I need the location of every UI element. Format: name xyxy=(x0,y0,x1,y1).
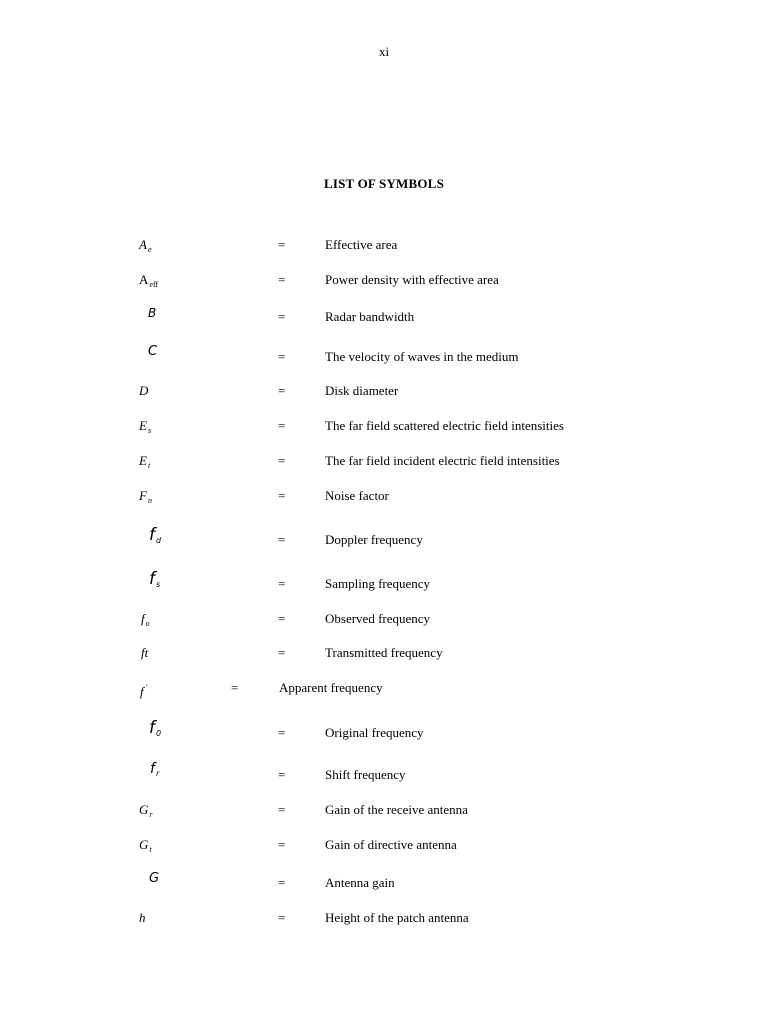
symbol: $F_n$ xyxy=(139,488,152,505)
symbol-description: Antenna gain xyxy=(325,875,395,890)
symbol: $A_e$ xyxy=(139,237,152,254)
symbol-description: Shift frequency xyxy=(325,767,406,782)
symbol-description: Observed frequency xyxy=(325,611,431,626)
symbol-row xyxy=(0,837,768,857)
symbol-row xyxy=(0,569,768,596)
equals-sign: = xyxy=(278,725,286,740)
symbol-description: The velocity of waves in the medium xyxy=(325,349,519,364)
symbol-row xyxy=(0,910,768,930)
equals-sign: = xyxy=(278,875,286,890)
symbol-row xyxy=(0,680,768,700)
symbol-description: Height of the patch antenna xyxy=(325,910,469,925)
symbol-description: The far field incident electric field intensities xyxy=(325,453,560,468)
equals-sign: = xyxy=(278,611,286,626)
symbol: $f_o$ xyxy=(141,611,150,628)
symbol-row xyxy=(0,383,768,403)
page-title: LIST OF SYMBOLS xyxy=(323,176,445,191)
equals-sign: = xyxy=(278,767,286,782)
symbol-row xyxy=(0,488,768,508)
equals-sign: = xyxy=(278,837,286,852)
equals-sign: = xyxy=(278,349,286,364)
symbol-row xyxy=(0,344,768,369)
symbol-row xyxy=(0,761,768,787)
symbol-description: Radar bandwidth xyxy=(325,309,415,324)
equals-sign: = xyxy=(278,453,286,468)
symbol-description: Disk diameter xyxy=(325,383,399,398)
symbol-row xyxy=(0,453,768,473)
symbol: ft xyxy=(141,645,149,660)
equals-sign: = xyxy=(278,309,286,324)
equals-sign: = xyxy=(278,645,286,660)
symbol: f ' xyxy=(140,683,148,699)
equals-sign: = xyxy=(278,488,286,503)
symbol-description: The far field scattered electric field intensities xyxy=(325,418,564,433)
symbol-description: Original frequency xyxy=(325,725,424,740)
symbol-row xyxy=(0,272,768,292)
symbol: $A_{eff}$ xyxy=(139,272,159,289)
symbol-row xyxy=(0,645,768,665)
symbol: $f_s$ xyxy=(149,569,161,589)
symbol-description: Apparent frequency xyxy=(279,680,383,695)
symbol-description: Gain of the receive antenna xyxy=(325,802,468,817)
equals-sign: = xyxy=(278,272,286,287)
symbol: G xyxy=(149,871,160,886)
symbol-description: Noise factor xyxy=(325,488,389,503)
symbol: C xyxy=(148,344,158,359)
symbol-row xyxy=(0,237,768,257)
symbol: $G_r$ xyxy=(139,802,153,819)
symbol-description: Effective area xyxy=(325,237,398,252)
symbol-description: Power density with effective area xyxy=(325,272,499,287)
equals-sign: = xyxy=(278,532,286,547)
equals-sign: = xyxy=(278,237,286,252)
symbol-description: Sampling frequency xyxy=(325,576,431,591)
symbol: h xyxy=(139,910,146,925)
symbol: $f_0$ xyxy=(149,718,162,738)
symbol-description: Gain of directive antenna xyxy=(325,837,457,852)
symbol: $f_r$ xyxy=(150,761,160,778)
symbol: $E_s$ xyxy=(139,418,152,435)
symbol-row xyxy=(0,718,768,745)
symbol: D xyxy=(139,383,149,398)
symbol: B xyxy=(148,306,157,320)
symbol-row xyxy=(0,306,768,329)
symbol-row xyxy=(0,611,768,631)
symbol-row xyxy=(0,525,768,552)
symbol: $G_t$ xyxy=(139,837,152,854)
symbol-row xyxy=(0,802,768,822)
symbol: $E_t$ xyxy=(139,453,151,470)
equals-sign: = xyxy=(278,576,286,591)
equals-sign: = xyxy=(278,383,286,398)
symbol: $f_d$ xyxy=(149,525,162,545)
symbol-description: Transmitted frequency xyxy=(325,645,443,660)
symbol-description: Doppler frequency xyxy=(325,532,423,547)
equals-sign: = xyxy=(278,910,286,925)
equals-sign: = xyxy=(278,802,286,817)
symbol-row xyxy=(0,871,768,895)
equals-sign: = xyxy=(278,418,286,433)
symbol-row xyxy=(0,418,768,438)
equals-sign: = xyxy=(231,680,239,695)
page-number: xi xyxy=(378,44,390,59)
